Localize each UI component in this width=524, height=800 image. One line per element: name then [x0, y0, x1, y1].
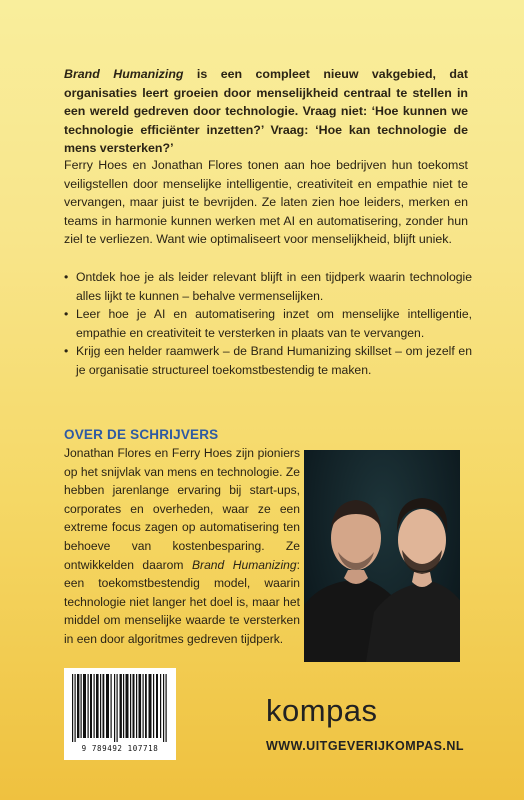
bullet-item: • Ontdek hoe je als leider relevant blijft in een tijdperk waarin technologie alles lijkt te kunnen – behalve vermenselijken. — [64, 270, 472, 303]
bullet-list — [64, 268, 472, 380]
isbn-number: 9 789492 107718 — [81, 744, 159, 753]
intro-text: is een compleet nieuw vakgebied, dat organisaties leert groeien door menselijkheid centraal te stellen in een wereld gedreven door technologie. Vraag niet: ‘Hoe kunnen we technologie efficiënter inzetten?’ Vraag: ‘Hoe kan technologie de mens versterken?’ — [64, 67, 468, 156]
bullet-icon: • — [64, 344, 69, 359]
kompas-logo: kompas — [266, 693, 378, 728]
brand-humanizing-italic: Brand Humanizing — [64, 67, 184, 81]
description-paragraph: Ferry Hoes en Jonathan Flores tonen aan hoe bedrijven hun toekomst veiligstellen door menselijke intelligentie, creativiteit en empathie niet te vervangen, maar juist te bevrijden. Ze laten zien hoe leiders, merken en teams in harmonie kunnen werken met AI en automatisering, zonder hun ziel te verliezen. Want wie optimaliseert voor menselijkheid, blijft uniek. — [64, 158, 468, 247]
authors-photo-illustration — [304, 450, 460, 662]
bullet-icon: • — [64, 307, 69, 322]
authors-bio: Jonathan Flores en Ferry Hoes zijn pioniers op het snijvlak van mens en technologie. Ze hebben jarenlange ervaring bij start-ups, corporates en overheden, waar ze een extreme focus zagen op automatisering ten behoeve van kostenbesparing. Ze ontwikkelden daarom Brand Humanizing: een toekomstbestendig model, waarin technologie niet langer het doel is, maar het middel om menselijke waarde te versterken in een door algoritmes gedreven tijdperk. — [64, 446, 300, 646]
authors-photo — [304, 450, 460, 662]
about-authors-title: OVER DE SCHRIJVERS — [64, 427, 219, 442]
bullet-item: • Krijg een helder raamwerk – de Brand Humanizing skillset – om jezelf en je organisatie structureel toekomstbestendig te maken. — [64, 344, 472, 377]
barcode-bars — [70, 674, 170, 742]
bullet-item: • Leer hoe je AI en automatisering inzet om menselijke intelligentie, empathie en creativiteit te versterken in plaats van te vervangen. — [64, 307, 472, 340]
intro-paragraph — [64, 65, 468, 158]
publisher-url: WWW.UITGEVERIJKOMPAS.NL — [266, 739, 465, 753]
bullet-icon: • — [64, 270, 69, 284]
barcode — [64, 668, 176, 760]
